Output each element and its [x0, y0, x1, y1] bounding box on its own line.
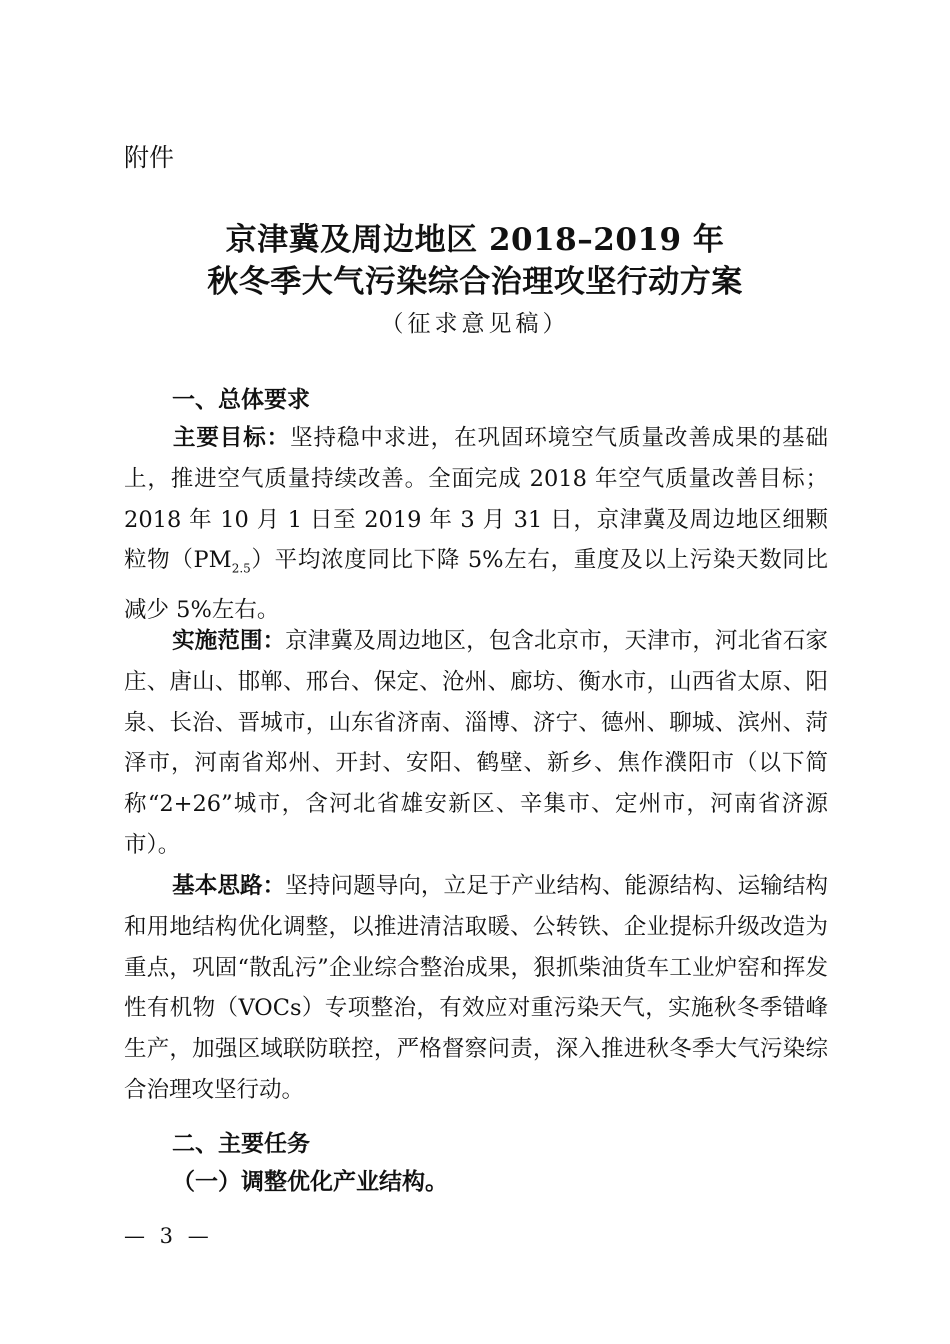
paragraph-scope: [124, 621, 828, 866]
subscript: 2.5: [231, 561, 251, 576]
paragraph-text: ）平均浓度同比下降 5%左右，重度及以上污染天数同比减少 5%左右。: [124, 547, 828, 623]
section-heading-main-tasks: 二、主要任务: [172, 1131, 310, 1157]
section-heading-general-requirements: 一、总体要求: [172, 387, 310, 413]
subsection-heading-industry-structure: （一）调整优化产业结构。: [172, 1169, 448, 1195]
document-title-line-2: 秋冬季大气污染综合治理攻坚行动方案: [207, 264, 743, 300]
paragraph-text: 京津冀及周边地区，包含北京市，天津市，河北省石家庄、唐山、邯郸、邢台、保定、沧州、廊坊、衡水市，山西省太原、阳泉、长治、晋城市，山东省济南、淄博、济宁、德州、聊城、滨州、菏泽市，河南省郑州、开封、安阳、鹤壁、新乡、焦作濮阳市（以下简称“2+26”城市，含河北省雄安新区、辛集市、定州市，河南省济源市）。: [124, 628, 828, 858]
page-number: — 3 —: [124, 1224, 213, 1248]
paragraph-main-goals: [124, 418, 828, 630]
document-subtitle: （征求意见稿）: [380, 311, 570, 337]
paragraph-text: 坚持稳中求进，在巩固环境空气质量改善成果的基础上，推进空气质量持续改善。全面完成 2018 年空气质量改善目标；2018 年 10 月 1 日至 2019 年 3 月 31 日，京津冀及周边地区细颗粒物（PM: [124, 425, 828, 574]
paragraph-lead: 实施范围：: [172, 628, 286, 654]
paragraph-lead: 基本思路：: [172, 873, 286, 899]
paragraph-text: 坚持问题导向，立足于产业结构、能源结构、运输结构和用地结构优化调整，以推进清洁取暖、公转铁、企业提标升级改造为重点，巩固“散乱污”企业综合整治成果，狠抓柴油货车工业炉窑和挥发性有机物（VOCs）专项整治，有效应对重污染天气，实施秋冬季错峰生产，加强区域联防联控，严格督察问责，深入推进秋冬季大气污染综合治理攻坚行动。: [124, 873, 828, 1103]
paragraph-basic-approach: [124, 866, 828, 1111]
paragraph-lead: 主要目标：: [172, 425, 291, 451]
attachment-label: 附件: [124, 143, 175, 172]
document-title-line-1: 京津冀及周边地区 2018–2019 年: [225, 222, 725, 258]
